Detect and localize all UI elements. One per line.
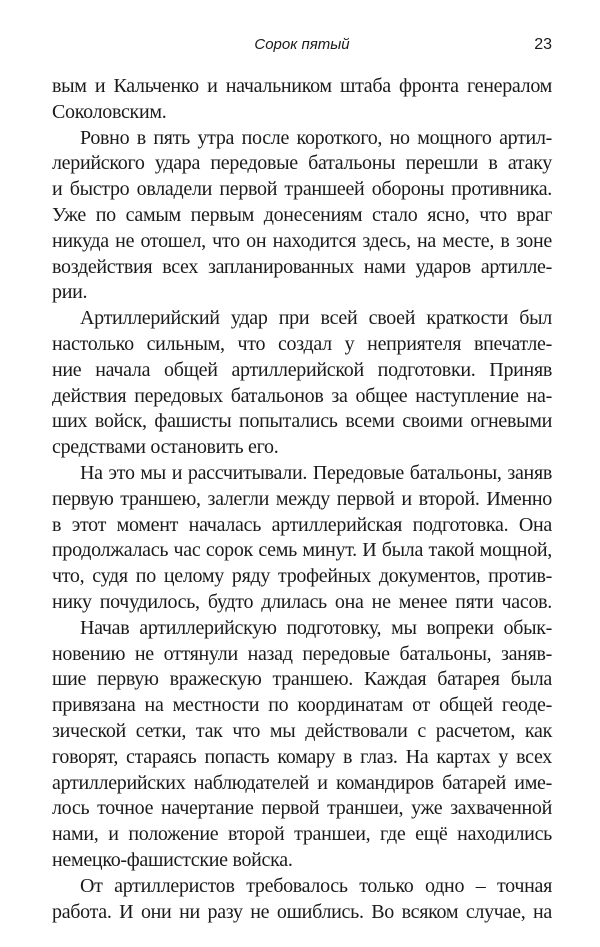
text-line: вым и Кальченко и начальником штаба фронта генералом xyxy=(52,75,552,97)
text-line: От артиллеристов требовалось только одно – точная xyxy=(80,874,552,897)
page-header xyxy=(52,36,552,58)
page-number: 23 xyxy=(534,36,552,53)
text-line: Начав артиллерийскую подготовку, мы вопреки обык- xyxy=(80,616,552,639)
text-line: действия передовых батальонов за общее наступление на- xyxy=(52,384,552,407)
text-line: рии. xyxy=(52,281,88,304)
text-line: привязана на местности по координатам от общей геоде- xyxy=(52,694,552,717)
text-line: говорят, стараясь попасть комару в глаз. На картах у всех xyxy=(52,745,552,768)
text-line: никуда не отошел, что он находится здесь, на месте, в зоне xyxy=(52,229,552,252)
text-line: ших войск, фашисты попытались всеми своими огневыми xyxy=(52,410,552,433)
text-line: воздействия всех запланированных нами ударов артилле- xyxy=(52,255,552,278)
text-line: и быстро овладели первой траншеей обороны противника. xyxy=(52,178,552,201)
text-line: Уже по самым первым донесениям стало ясно, что враг xyxy=(52,203,552,226)
text-line: средствами остановить его. xyxy=(52,436,279,459)
text-line: продолжалась час сорок семь минут. И была такой мощной, xyxy=(52,539,552,562)
text-line: артиллерийских наблюдателей и командиров батарей име- xyxy=(52,771,552,794)
text-line: Ровно в пять утра после короткого, но мощного артил- xyxy=(80,126,552,149)
text-line: в этот момент началась артиллерийская подготовка. Она xyxy=(52,513,552,536)
text-line: шие первую вражескую траншею. Каждая батарея была xyxy=(52,668,552,691)
page-body-text xyxy=(52,74,552,925)
text-line: новению не оттянули назад передовые батальоны, заняв- xyxy=(52,642,552,665)
text-line: Артиллерийский удар при всей своей краткости был xyxy=(80,307,552,330)
running-title: Сорок пятый xyxy=(254,36,350,53)
text-line: Соколовским. xyxy=(52,100,167,123)
text-line: работа. И они ни разу не ошиблись. Во всяком случае, на xyxy=(52,900,552,923)
text-line: лерийского удара передовые батальоны перешли в атаку xyxy=(52,152,552,175)
text-line: настолько сильным, что создал у неприятеля впечатле- xyxy=(52,332,552,355)
text-line: нику почудилось, будто длилась она не менее пяти часов. xyxy=(52,590,552,613)
text-line: что, судя по целому ряду трофейных документов, против- xyxy=(52,565,552,588)
text-line: первую траншею, залегли между первой и второй. Именно xyxy=(52,487,552,510)
text-line: На это мы и рассчитывали. Передовые батальоны, заняв xyxy=(80,461,552,484)
text-line: ние начала общей артиллерийской подготовки. Приняв xyxy=(52,358,552,381)
text-line: зической сетки, так что мы действовали с расчетом, как xyxy=(52,719,552,742)
text-line: немецко-фашистские войска. xyxy=(52,848,293,871)
text-line: нами, и положение второй траншеи, где ещё находились xyxy=(52,823,552,846)
text-line: лось точное начертание первой траншеи, уже захваченной xyxy=(52,797,552,820)
